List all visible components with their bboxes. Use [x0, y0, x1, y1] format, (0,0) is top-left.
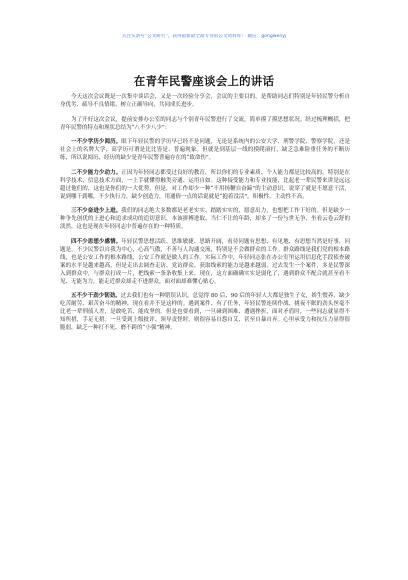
paragraph-text: 我们的同志绝大多数都是老老实实、踏踏实实的，愿意出力，也想把工作干好的。但是缺少一种争先创优的上进心和追求成功的追切意识，本该拼搏进取、当仁不让的年龄，却多了一份与世无争、坐看云卷云舒的淡然。这也是现在年轻同志中普遍存在的一种特质。 — [60, 208, 350, 230]
document-title: 在青年民警座谈会上的讲话 — [133, 73, 275, 88]
paragraph — [60, 238, 350, 286]
paragraph-heading: 一不少学历少阅历。 — [71, 139, 122, 145]
paragraph-heading: 四不少思想少感情。 — [71, 238, 122, 245]
paragraph-text: 过去我们也有一种错误认识，总觉得 80 后、90 后的年轻人大都是独生子女，娇生惯养，缺少吃苦耐劳、艰苦奋斗的精神，现在看并不是这样的。遇到案件、有了任务，年轻民警连续作战、挑夜不眠的劲头丝毫不比老一辈刑侦人差，是敢吃苦、能攻坚的。但是也要看到，一旦碰到困难、遭遇挫折，面对矛盾时，一些同志就显得不知所措，手足无措。一旦受到上级批评、领导责怪时，则很容易自怨自艾，甚至自暴自弃。心里承受力和抗压力显得很脆弱，缺乏一种打不死、磨不跨的“小强”精神。 — [60, 293, 350, 331]
paragraph — [60, 93, 350, 109]
paragraph-text: 正因为年轻同志都受过良好的教育，所以你们的专业素质、个人能力都是比较高的，特别是在科学技术、信息技术方面，一上手就懂得触类旁通、运用自如。这种接受能力和专业技能，比起老一辈民警来讲是远远超过他们的，这也是你们的一大优势。但是，对工作却少一种“不用扬鞭自奋蹄”的主动意识，说穿了就是不愿意干活，说到哪干到哪，不少执行力，缺少创造力，用通俗一点的话说就是“抱着没活”，积极性、主动性不高。 — [60, 169, 350, 200]
paragraph-text: 今天这次会议既是一次集中谈话会，又是一次经验分享会，会议的主要目的，是帮助同志们特别是年轻民警分析自身优劣、疏导不良情绪、树立正确导向、共同成长进步。 — [60, 94, 350, 108]
document-body — [60, 93, 350, 339]
paragraph — [60, 169, 350, 201]
paragraph-heading: 二不少能力少动力。 — [71, 169, 122, 176]
paragraph-heading: 三不少奋进少上进。 — [71, 208, 122, 214]
paragraph-text: 为了开好这次会议，提前安排办公室的同志与个别青年民警进行了交流，简单摸了摸思想状况。经过梳理概括，把青年民警的特点和现状总结为“八不少八少”： — [60, 116, 350, 131]
paragraph — [60, 292, 350, 332]
paragraph-heading: 五不少干劲少韧劲。 — [71, 293, 121, 299]
promo-banner: 关注头条号“公文研究”，获得最新最全最专业的公文资料库！ 微信：gongwenyj — [121, 34, 287, 39]
paragraph-text: 年轻民警思想活跃、思维敏捷、思路开阔，看待问题有思想、有见地、有思想当然是好事，问题是，不少民警以自我为中心，心高气傲，不善与人沟通交流，特别是不会做群众的工作。群众路线是我们党的根本路线，也是公安工作的根本路线，公安工作就是做人的工作。实际工作中，年轻同志张在办公室里运用信息化手段侦查破案的水平是越来越高，但是走出去调查走访、党访群众、获取线索的能力是越来越弱。过去发生一个案件，多是民警深入到群众中，与群众打成一片，把线索一条条收集上来。现在，这方面确确实实是弱化了，遇到群众不配合就甚至看不见、无能为力，能走近群众却走不进群众，面对面却难懂心贴心。 — [60, 238, 350, 285]
paragraph — [60, 116, 350, 132]
paragraph-text: 眼下年轻民警的学历早已经不是问题，无论是系统内的公安大学、刑警学院、警察学院，还是社会上的名牌大学，高学历可谓是比比皆是、普遍现象。但就是到基层一线的摸爬滚打，缺乏急难险重任务的不断历练，所以说阅历、经历的缺少是青年民警普遍存在的“致命伤”。 — [60, 139, 350, 161]
paragraph — [60, 138, 350, 162]
paragraph — [60, 207, 350, 231]
